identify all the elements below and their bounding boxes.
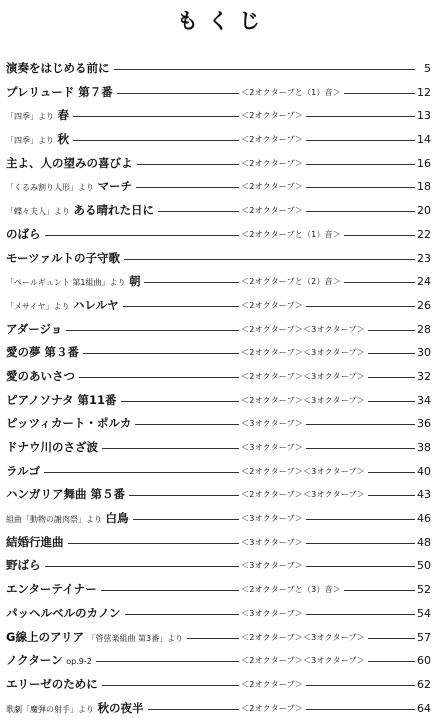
entry-suffix: 「管弦楽組曲 第3番」より — [87, 633, 184, 643]
toc-entry — [6, 673, 431, 697]
page-number: 57 — [417, 626, 431, 650]
entry-title — [6, 341, 83, 365]
page-number: 12 — [417, 81, 431, 105]
entry-prefix: 「蝶々夫人」より — [6, 207, 70, 217]
range-note: ＜2オクターブ＞＜3オクターブ＞ — [239, 649, 368, 673]
entry-prefix: 「くるみ割り人形」より — [6, 183, 94, 193]
toc-entry — [6, 294, 431, 318]
entry-title — [6, 412, 135, 436]
entry-main-title: 愛の夢 第３番 — [6, 345, 80, 360]
entry-main-title: エンターテイナー — [6, 582, 97, 597]
toc-entry — [6, 626, 431, 650]
toc-entry — [6, 57, 431, 81]
entry-title — [6, 223, 45, 247]
entry-title — [6, 81, 117, 105]
range-note: ＜2オクターブと（3）音＞ — [239, 578, 344, 602]
toc-entry — [6, 223, 431, 247]
range-note: ＜2オクターブ＞＜3オクターブ＞ — [239, 483, 368, 507]
page-number: 62 — [417, 673, 431, 697]
range-note: ＜2オクターブと（1）音＞ — [239, 223, 344, 247]
page-number: 24 — [417, 270, 431, 294]
page-number: 23 — [417, 247, 431, 271]
entry-title — [6, 697, 148, 721]
range-note: ＜2オクターブ＞＜3オクターブ＞ — [239, 341, 368, 365]
page-number: 26 — [417, 294, 431, 318]
table-of-contents — [6, 57, 431, 720]
toc-entry — [6, 128, 431, 152]
toc-entry — [6, 341, 431, 365]
entry-title — [6, 128, 73, 153]
range-note: ＜2オクターブ＞ — [239, 104, 306, 128]
entry-main-title: ノクターン — [6, 653, 63, 668]
page-title: もくじ — [177, 9, 270, 33]
range-note: ＜2オクターブ＞＜3オクターブ＞ — [239, 365, 368, 389]
range-note: ＜2オクターブ＞＜3オクターブ＞ — [239, 460, 368, 484]
range-note: ＜2オクターブ＞ — [239, 294, 306, 318]
range-note: ＜2オクターブと（1）音＞ — [239, 81, 344, 105]
toc-entry — [6, 649, 431, 673]
entry-main-title: 秋 — [57, 132, 69, 147]
entry-prefix: 組曲「動物の謝肉祭」より — [6, 515, 102, 525]
entry-title — [6, 626, 187, 651]
entry-title — [6, 460, 44, 484]
range-note: ＜3オクターブ＞ — [239, 531, 306, 555]
toc-entry — [6, 175, 431, 199]
entry-prefix: 「メサイヤ」より — [6, 301, 70, 311]
entry-title — [6, 199, 158, 224]
entry-title — [6, 270, 144, 295]
page-number: 32 — [417, 365, 431, 389]
range-note: ＜2オクターブ＞ — [239, 152, 306, 176]
range-note: ＜2オクターブと（2）音＞ — [239, 270, 344, 294]
leader-line — [6, 566, 415, 567]
toc-entry — [6, 531, 431, 555]
page-number: 48 — [417, 531, 431, 555]
toc-entry — [6, 104, 431, 128]
page-number: 16 — [417, 152, 431, 176]
leader-line — [6, 235, 415, 236]
entry-suffix: op.9-2 — [66, 657, 92, 667]
entry-prefix: 「ペールギュント 第1組曲」より — [6, 278, 126, 288]
page-number: 52 — [417, 578, 431, 602]
range-note: ＜2オクターブ＞ — [239, 673, 306, 697]
entry-title — [6, 673, 102, 697]
entry-main-title: 秋の夜半 — [97, 700, 144, 715]
page-number: 30 — [417, 341, 431, 365]
range-note: ＜2オクターブ＞ — [239, 697, 306, 721]
entry-main-title: マーチ — [97, 179, 132, 194]
entry-main-title: ハンガリア舞曲 第５番 — [6, 487, 126, 502]
toc-entry — [6, 152, 431, 176]
toc-entry — [6, 247, 431, 271]
entry-main-title: ある晴れた日に — [73, 203, 154, 218]
entry-prefix: 「四季」より — [6, 112, 54, 122]
entry-title — [6, 365, 79, 389]
page-number: 46 — [417, 507, 431, 531]
entry-title — [6, 483, 129, 507]
entry-main-title: プレリュード 第７番 — [6, 84, 113, 99]
range-note: ＜2オクターブ＞＜3オクターブ＞ — [239, 318, 368, 342]
page-number: 20 — [417, 199, 431, 223]
entry-title — [6, 175, 136, 200]
page-number: 64 — [417, 697, 431, 721]
entry-title — [6, 649, 96, 674]
entry-prefix: 「四季」より — [6, 136, 54, 146]
range-note: ＜2オクターブ＞＜3オクターブ＞ — [239, 389, 368, 413]
page-number: 18 — [417, 175, 431, 199]
entry-main-title: パッヘルベルのカノン — [6, 605, 121, 620]
toc-entry — [6, 697, 431, 721]
entry-main-title: エリーゼのために — [6, 676, 98, 691]
page-number: 22 — [417, 223, 431, 247]
entry-title — [6, 247, 124, 271]
entry-title — [6, 531, 68, 555]
toc-entry — [6, 270, 431, 294]
entry-main-title: ハレルヤ — [72, 297, 119, 312]
entry-title — [6, 152, 137, 176]
entry-main-title: 演奏をはじめる前に — [6, 61, 110, 75]
entry-main-title: 愛のあいさつ — [6, 368, 75, 383]
toc-entry — [6, 199, 431, 223]
entry-title — [6, 104, 73, 129]
entry-main-title: G線上のアリア — [6, 629, 84, 644]
range-note: ＜2オクターブ＞ — [239, 199, 306, 223]
range-note: ＜3オクターブ＞ — [239, 554, 306, 578]
entry-title — [6, 294, 123, 319]
toc-entry — [6, 483, 431, 507]
entry-title — [6, 436, 102, 460]
entry-main-title: ピアノソナタ 第11番 — [6, 392, 117, 407]
entry-title — [6, 318, 66, 342]
entry-main-title: アダージョ — [6, 321, 63, 336]
entry-title — [6, 507, 133, 532]
page-number: 38 — [417, 436, 431, 460]
entry-main-title: ドナウ川のさざ波 — [6, 440, 98, 454]
entry-main-title: ラルゴ — [6, 463, 41, 478]
toc-entry — [6, 81, 431, 105]
entry-main-title: のばら — [6, 226, 41, 241]
entry-main-title: モーツァルトの子守歌 — [6, 250, 120, 265]
toc-entry — [6, 318, 431, 342]
entry-title — [6, 554, 45, 578]
toc-entry — [6, 460, 431, 484]
toc-entry — [6, 578, 431, 602]
entry-main-title: 主よ、人の望みの喜びよ — [6, 155, 133, 170]
range-note: ＜2オクターブ＞＜3オクターブ＞ — [239, 626, 368, 650]
toc-entry — [6, 365, 431, 389]
page-number: 28 — [417, 318, 431, 342]
range-note: ＜3オクターブ＞ — [239, 412, 306, 436]
page-number: 40 — [417, 460, 431, 484]
page-number: 14 — [417, 128, 431, 152]
entry-main-title: 結婚行進曲 — [6, 534, 64, 549]
range-note: ＜3オクターブ＞ — [239, 602, 306, 626]
toc-entry — [6, 554, 431, 578]
range-note: ＜3オクターブ＞ — [239, 436, 306, 460]
toc-entry — [6, 507, 431, 531]
page-number: 36 — [417, 412, 431, 436]
page-number: 43 — [417, 483, 431, 507]
toc-entry — [6, 412, 431, 436]
entry-main-title: 春 — [57, 108, 69, 123]
page-number: 13 — [417, 104, 431, 128]
entry-main-title: 白鳥 — [105, 511, 129, 526]
range-note: ＜2オクターブ＞ — [239, 175, 306, 199]
toc-entry — [6, 602, 431, 626]
page-number: 54 — [417, 602, 431, 626]
entry-prefix: 歌劇「魔弾の射手」より — [6, 704, 94, 714]
entry-main-title: ピッツィカート・ポルカ — [6, 416, 132, 431]
entry-title — [6, 578, 101, 602]
page-number: 34 — [417, 389, 431, 413]
toc-entry — [6, 436, 431, 460]
toc-entry — [6, 389, 431, 413]
entry-title — [6, 57, 114, 81]
range-note: ＜3オクターブ＞ — [239, 507, 306, 531]
entry-title — [6, 602, 125, 626]
range-note: ＜2オクターブ＞ — [239, 128, 306, 152]
page-number: 5 — [417, 57, 431, 81]
page-number: 60 — [417, 649, 431, 673]
entry-main-title: 朝 — [128, 274, 141, 289]
page-number: 50 — [417, 554, 431, 578]
entry-main-title: 野ばら — [6, 558, 41, 573]
entry-title — [6, 389, 121, 413]
